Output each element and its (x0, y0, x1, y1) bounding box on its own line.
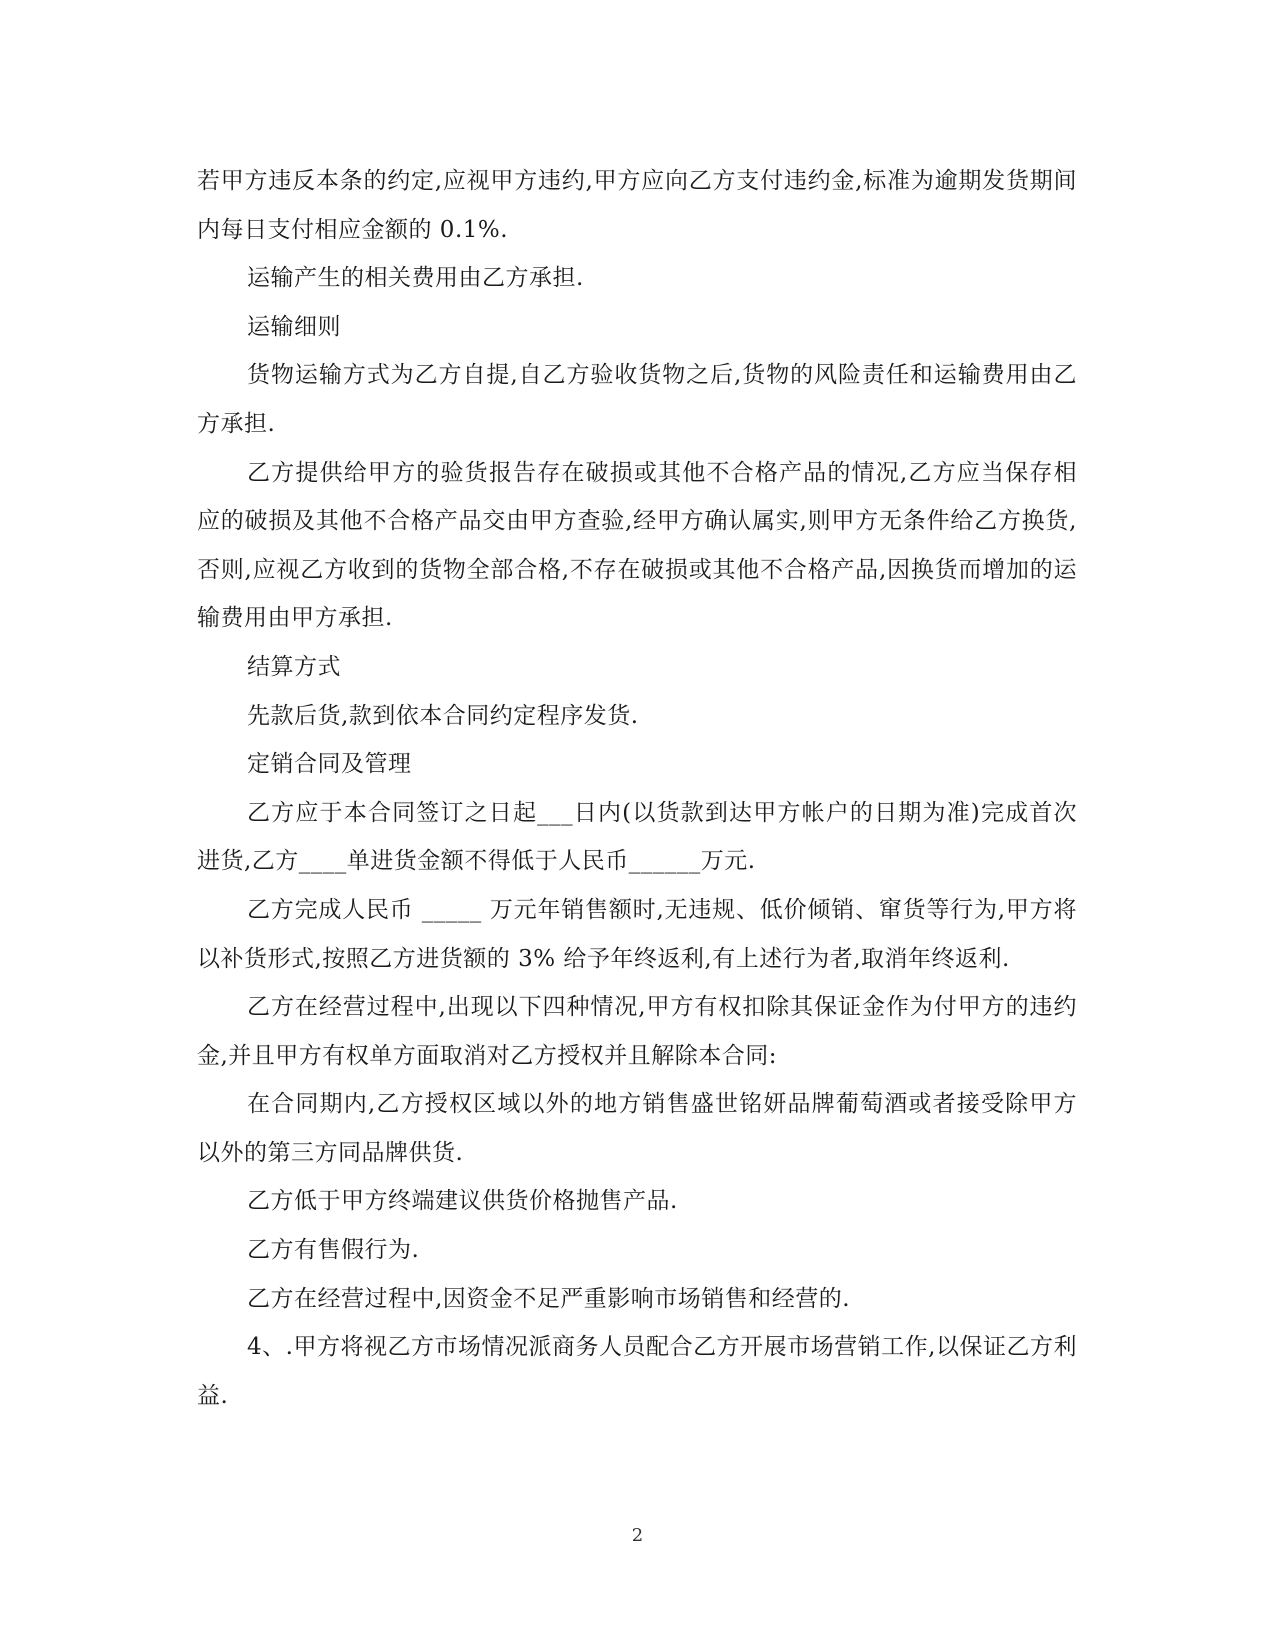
paragraph-penalty: 若甲方违反本条的约定,应视甲方违约,甲方应向乙方支付违约金,标准为逾期发货期间内每日支付相应金额的 0.1%. (197, 168, 1077, 243)
heading-transport-rules: 运输细则 (247, 313, 341, 340)
paragraph-transport-method: 货物运输方式为乙方自提,自乙方验收货物之后,货物的风险责任和运输费用由乙方承担. (197, 362, 1077, 437)
paragraph-marketing-support: 4、.甲方将视乙方市场情况派商务人员配合乙方开展市场营销工作,以保证乙方利益. (197, 1334, 1077, 1409)
page-number: 2 (631, 1525, 644, 1546)
paragraph-transport-cost: 运输产生的相关费用由乙方承担. (247, 265, 584, 292)
paragraph-annual-rebate: 乙方完成人民币 _____ 万元年销售额时,无违规、低价倾销、窜货等行为,甲方将以补货形式,按照乙方进货额的 3% 给予年终返利,有上述行为者,取消年终返利. (197, 896, 1077, 972)
paragraph-condition-funds: 乙方在经营过程中,因资金不足严重影响市场销售和经营的. (247, 1285, 851, 1312)
paragraph-payment-first: 先款后货,款到依本合同约定程序发货. (247, 702, 639, 729)
paragraph-inspection-report: 乙方提供给甲方的验货报告存在破损或其他不合格产品的情况,乙方应当保存相应的破损及其他不合格产品交由甲方查验,经甲方确认属实,则甲方无条件给乙方换货,否则,应视乙方收到的货物全部合格,不存在破损或其他不合格产品,因换货而增加的运输费用由甲方承担. (197, 459, 1077, 632)
paragraph-first-purchase: 乙方应于本合同签订之日起___日内(以货款到达甲方帐户的日期为准)完成首次进货,乙方____单进货金额不得低于人民币______万元. (197, 799, 1077, 875)
heading-settlement: 结算方式 (247, 653, 341, 680)
document-body (197, 157, 1077, 1420)
paragraph-condition-fake: 乙方有售假行为. (247, 1237, 420, 1264)
paragraph-condition-area: 在合同期内,乙方授权区域以外的地方销售盛世铭妍品牌葡萄酒或者接受除甲方以外的第三方同品牌供货. (197, 1091, 1077, 1166)
heading-sales-contract: 定销合同及管理 (247, 751, 412, 778)
paragraph-four-conditions: 乙方在经营过程中,出现以下四种情况,甲方有权扣除其保证金作为付甲方的违约金,并且甲方有权单方面取消对乙方授权并且解除本合同: (197, 994, 1077, 1069)
paragraph-condition-price: 乙方低于甲方终端建议供货价格抛售产品. (247, 1188, 678, 1215)
